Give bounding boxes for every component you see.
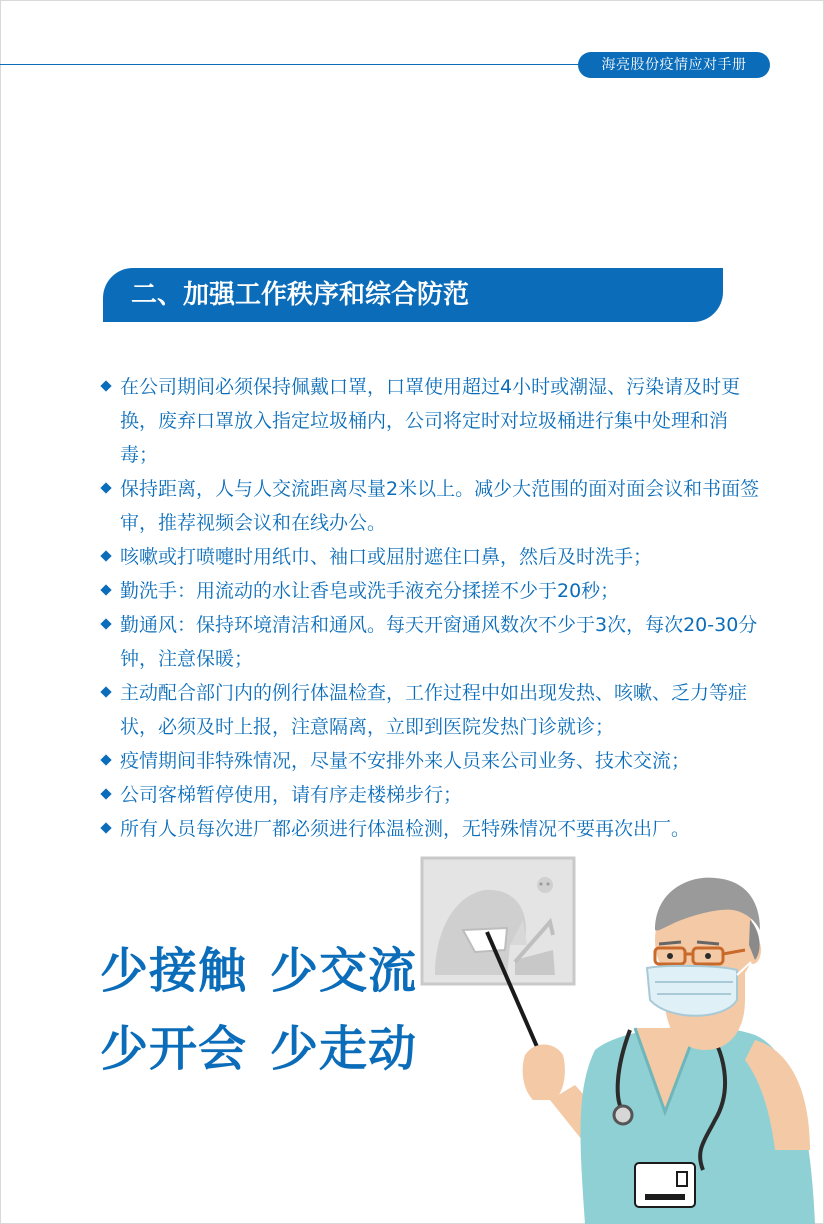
list-item [100,608,760,676]
bullet-icon [100,380,111,391]
slogan-less-communication: 少交流 [270,943,418,999]
bullet-icon [100,584,111,595]
header-title: 海亮股份疫情应对手册 [578,52,770,78]
list-item-text: 保持距离，人与人交流距离尽量2米以上。减少大范围的面对面会议和书面签审，推荐视频会议和在线办公。 [120,478,760,534]
bullet-icon [100,618,111,629]
list-item [100,676,760,744]
bullet-icon [100,788,111,799]
slogan-less-contact: 少接触 [100,943,248,999]
bullet-icon [100,482,111,493]
bullet-icon [100,822,111,833]
slogan-fewer-meetings: 少开会 [100,1021,248,1077]
list-item-text: 勤通风：保持环境清洁和通风。每天开窗通风数次不少于3次，每次20-30分钟，注意保暖； [120,614,758,670]
bullet-icon [100,550,111,561]
list-item [100,778,760,812]
list-item [100,812,760,846]
section-title: 二、加强工作秩序和综合防范 [103,268,723,322]
list-item-text: 所有人员每次进厂都必须进行体温检测，无特殊情况不要再次出厂。 [120,818,691,840]
list-item-text: 咳嗽或打喷嚏时用纸巾、袖口或屈肘遮住口鼻，然后及时洗手； [120,546,653,568]
list-item-text: 疫情期间非特殊情况，尽量不安排外来人员来公司业务、技术交流； [120,750,691,772]
list-item [100,540,760,574]
list-item-text: 在公司期间必须保持佩戴口罩，口罩使用超过4小时或潮湿、污染请及时更换，废弃口罩放入指定垃圾桶内，公司将定时对垃圾桶进行集中处理和消毒； [120,376,741,466]
bullet-icon [100,754,111,765]
list-item-text: 勤洗手：用流动的水让香皂或洗手液充分揉搓不少于20秒； [120,580,620,602]
slogan-less-walking: 少走动 [270,1021,418,1077]
poster-board-icon [422,858,574,984]
list-item-text: 公司客梯暂停使用，请有序走楼梯步行； [120,784,463,806]
list-item [100,472,760,540]
list-item [100,744,760,778]
doctor-illustration [415,850,824,1224]
list-item [100,370,760,472]
list-item [100,574,760,608]
list-item-text: 主动配合部门内的例行体温检查，工作过程中如出现发热、咳嗽、乏力等症状，必须及时上报，注意隔离，立即到医院发热门诊就诊； [120,682,748,738]
face-mask-icon [647,966,737,1016]
header-rule [0,64,600,65]
bullet-icon [100,686,111,697]
guideline-list [100,370,760,846]
